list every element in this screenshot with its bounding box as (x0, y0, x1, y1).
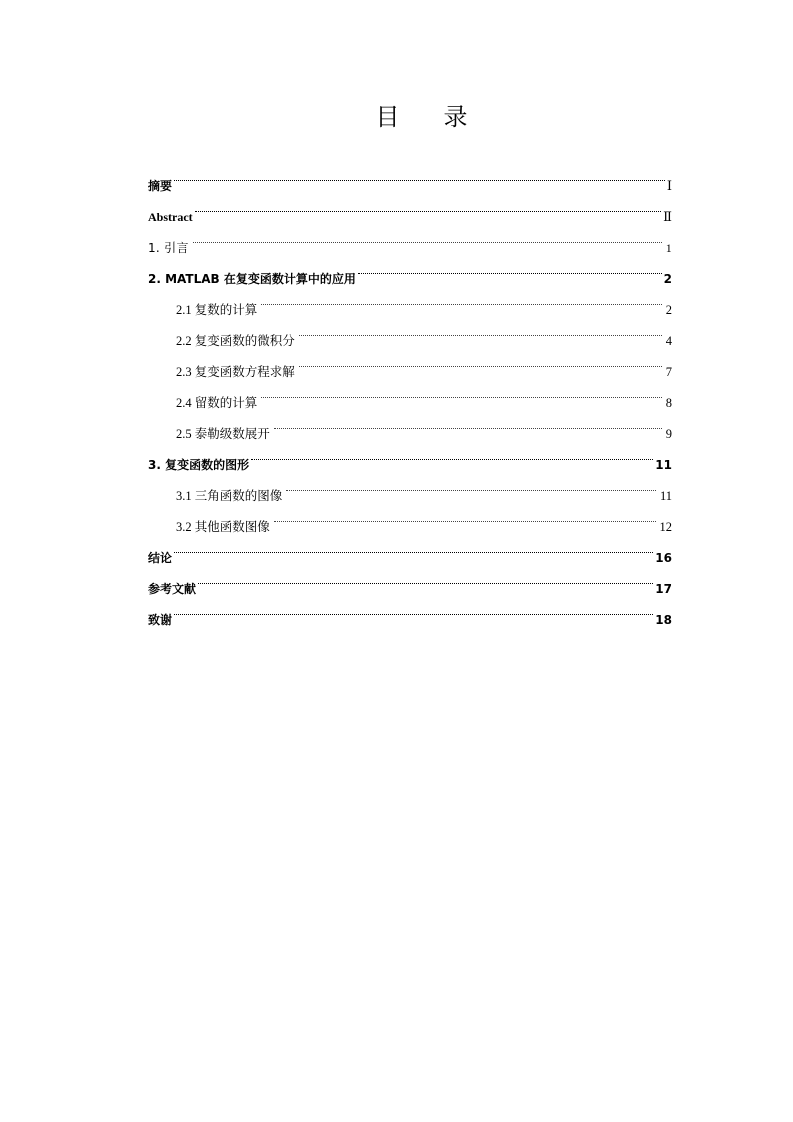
toc-entry-page: 16 (655, 551, 672, 565)
toc-entry-introduction[interactable] (148, 221, 672, 255)
toc-leader-dots (261, 283, 661, 314)
toc-entry-page: 11 (659, 489, 672, 503)
toc-leader-dots (274, 500, 656, 531)
toc-entry-label: 2. MATLAB 在复变函数计算中的应用 (148, 272, 356, 286)
toc-entry-label: Abstract (148, 210, 193, 224)
page-title (0, 100, 793, 134)
title-char-2: 录 (443, 103, 468, 131)
toc-leader-dots (174, 593, 653, 624)
toc-entry-page: 9 (665, 427, 672, 441)
toc-leader-dots (286, 469, 656, 500)
toc-entry-chapter-2[interactable] (148, 252, 672, 286)
toc-entry-page: 18 (655, 613, 672, 627)
toc-leader-dots (174, 159, 665, 190)
toc-entry-label: 1. 引言 (148, 241, 189, 255)
toc-leader-dots (198, 562, 653, 593)
toc-leader-dots (299, 314, 662, 345)
toc-entry-label: 2.2 复变函数的微积分 (176, 334, 295, 348)
toc-entry-references[interactable] (148, 562, 672, 596)
toc-entry-label: 2.4 留数的计算 (176, 396, 258, 410)
toc-entry-label: 摘要 (148, 179, 173, 193)
title-char-1: 目 (375, 103, 400, 131)
toc-entry-page: 2 (665, 303, 672, 317)
toc-entry-label: 结论 (148, 551, 173, 565)
toc-leader-dots (274, 407, 662, 438)
toc-entry-page: 7 (665, 365, 672, 379)
toc-entry-label: 2.1 复数的计算 (176, 303, 258, 317)
table-of-contents (148, 159, 672, 627)
toc-entry-label: 参考文献 (148, 582, 197, 596)
toc-entry-page: 1 (665, 241, 672, 255)
toc-entry-page: 12 (659, 520, 672, 534)
toc-entry-page: 11 (655, 458, 672, 472)
toc-entry-page: 17 (655, 582, 672, 596)
toc-leader-dots (261, 376, 661, 407)
toc-entry-page: 8 (665, 396, 672, 410)
toc-entry-abstract-cn[interactable] (148, 159, 672, 194)
toc-entry-label: 致谢 (148, 613, 173, 627)
toc-entry-page: 4 (665, 334, 672, 348)
toc-entry-acknowledgements[interactable] (148, 593, 672, 627)
toc-entry-page: Ⅱ (663, 210, 672, 225)
toc-leader-dots (251, 438, 653, 469)
toc-entry-conclusion[interactable] (148, 531, 672, 565)
toc-leader-dots (174, 531, 653, 562)
toc-entry-label: 2.3 复变函数方程求解 (176, 365, 295, 379)
toc-entry-label: 3.1 三角函数的图像 (176, 489, 283, 503)
toc-leader-dots (358, 252, 662, 283)
toc-entry-page: Ⅰ (666, 179, 672, 194)
toc-leader-dots (299, 345, 662, 376)
toc-entry-page: 2 (663, 272, 672, 286)
toc-entry-abstract-en[interactable] (148, 190, 672, 225)
toc-leader-dots (195, 190, 662, 221)
toc-entry-label: 3. 复变函数的图形 (148, 458, 250, 472)
toc-entry-label: 2.5 泰勒级数展开 (176, 427, 270, 441)
toc-entry-label: 3.2 其他函数图像 (176, 520, 270, 534)
toc-leader-dots (193, 221, 662, 252)
